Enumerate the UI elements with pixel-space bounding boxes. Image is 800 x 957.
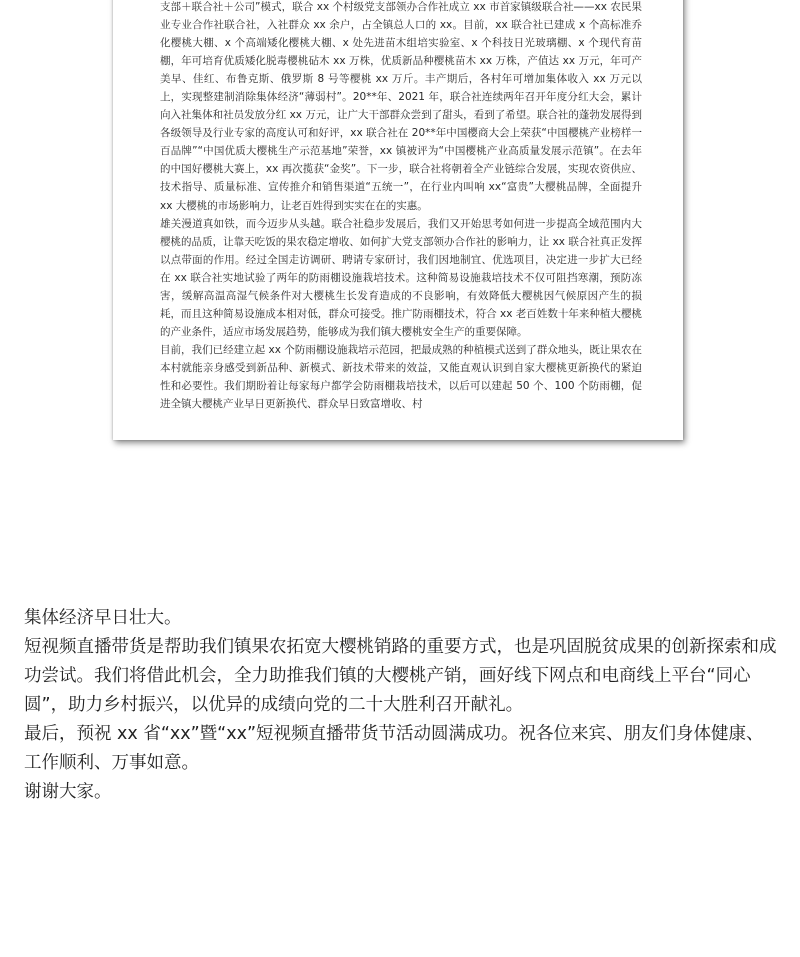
continuation-paragraph-1: 集体经济早日壮大。	[24, 608, 182, 628]
continuation-paragraph-2: 短视频直播带货是帮助我们镇果农拓宽大樱桃销路的重要方式，也是巩固脱贫成果的创新探索和成功尝试。我们将借此机会，全力助推我们镇的大樱桃产销，画好线下网点和电商线上平台“同心圆”，助力乡村振兴，以优异的成绩向党的二十大胜利召开献礼。	[24, 637, 777, 715]
doc-paragraph-1: 支部＋联合社＋公司”模式，联合 xx 个村级党支部领办合作社成立 xx 市首家镇级联合社——xx 农民果业专业合作社联合社，入社群众 xx 余户，占全镇总人口的 xx。目前，xx 联合社已建成 x 个高标准乔化樱桃大棚、x 个高端矮化樱桃大棚、x 处先进苗木组培实验室、x 个科技日光玻璃棚、x 个现代育苗棚，年可培育优质矮化脱毒樱桃砧木 xx 万株，优质新品种樱桃苗木 xx 万株，产值达 xx 万元，年可产美早、佳红、布鲁克斯、俄罗斯 8 号等樱桃 xx 万斤。丰产期后，各村年可增加集体收入 xx 万元以上，实现整建制消除集体经济“薄弱村”。20**年、2021 年，联合社连续两年召开年度分红大会，累计向入社集体和社员发放分红 xx 万元，让广大干部群众尝到了甜头，看到了希望。联合社的蓬勃发展得到各级领导及行业专家的高度认可和好评，xx 联合社在 20**年中国樱商大会上荣获“中国樱桃产业榜样一百品牌”“中国优质大樱桃生产示范基地”荣誉，xx 镇被评为“中国樱桃产业高质量发展示范镇”。在去年的中国好樱桃大赛上，xx 再次揽获“金奖”。下一步，联合社将朝着全产业链综合发展，实现农资供应、技术指导、质量标准、宣传推介和销售渠道“五统一”，在行业内叫响 xx“富贵”大樱桃品牌，全面提升 xx 大樱桃的市场影响力，让老百姓得到实实在在的实惠。	[160, 1, 642, 212]
continuation-paragraph-3: 最后，预祝 xx 省“xx”暨“xx”短视频直播带货节活动圆满成功。祝各位来宾、朋友们身体健康、工作顺利、万事如意。	[24, 724, 764, 773]
doc-paragraph-3: 目前，我们已经建立起 xx 个防雨棚设施栽培示范园，把最成熟的种植模式送到了群众地头，既让果农在本村就能亲身感受到新品种、新模式、新技术带来的效益，又能直观认识到自家大樱桃更新换代的紧迫性和必要性。我们期盼着让每家每户都学会防雨棚栽培技术，以后可以建起 50 个、100 个防雨棚，促进全镇大樱桃产业早日更新换代、群众早日致富增收、村	[160, 343, 642, 411]
continuation-paragraph-4: 谢谢大家。	[24, 782, 112, 802]
continuation-text	[24, 604, 780, 807]
doc-paragraph-2: 雄关漫道真如铁，而今迈步从头越。联合社稳步发展后，我们又开始思考如何进一步提高全域范围内大樱桃的品质，让靠天吃饭的果农稳定增收、如何扩大党支部领办合作社的影响力，让 xx 联合社真正发挥以点带面的作用。经过全国走访调研、聘请专家研讨，我们因地制宜、优选项目，决定进一步扩大已经在 xx 联合社实地试验了两年的防雨棚设施栽培技术。这种简易设施栽培技术不仅可阻挡寒潮，预防冻害，缓解高温高湿气候条件对大樱桃生长发育造成的不良影响，有效降低大樱桃因气候原因产生的损耗，而且这种简易设施成本相对低，群众可接受。推广防雨棚技术，符合 xx 老百姓数十年来种植大樱桃的产业条件，适应市场发展趋势，能够成为我们镇大樱桃安全生产的重要保障。	[160, 217, 642, 338]
document-page-text	[160, 0, 642, 413]
document-page-image	[113, 0, 683, 440]
